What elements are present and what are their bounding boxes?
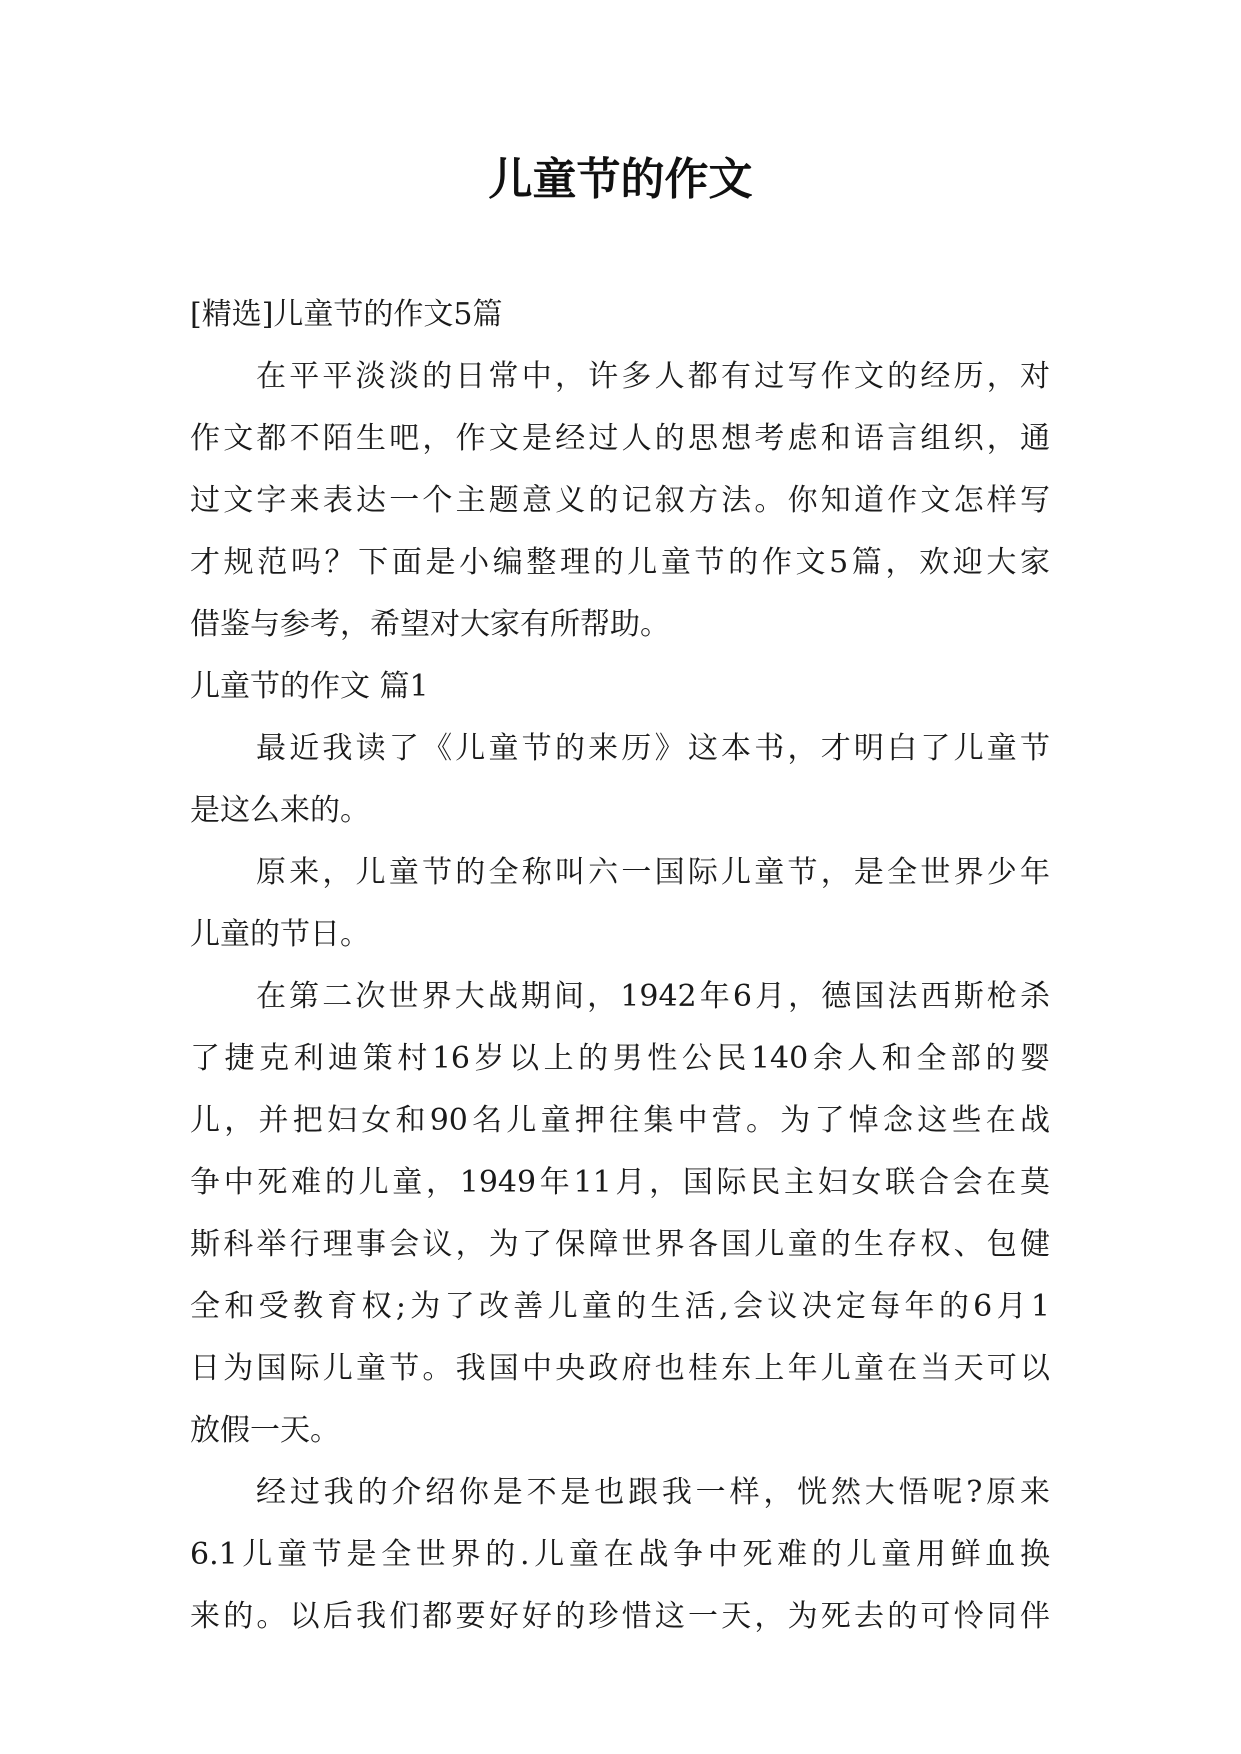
text-line: [精选]儿童节的作文5篇 xyxy=(190,297,503,332)
text-line: 儿，并把妇女和90名儿童押往集中营。为了悼念这些在战 xyxy=(190,1103,1050,1138)
text-line: 儿童的节日。 xyxy=(190,917,370,952)
text-line: 作文都不陌生吧，作文是经过人的思想考虑和语言组织，通 xyxy=(190,421,1050,456)
text-line: 是这么来的。 xyxy=(190,793,370,828)
text-line: 了捷克利迪策村16岁以上的男性公民140余人和全部的婴 xyxy=(190,1041,1050,1076)
text-line: 最近我读了《儿童节的来历》这本书，才明白了儿童节 xyxy=(256,731,1050,766)
text-line: 原来，儿童节的全称叫六一国际儿童节，是全世界少年 xyxy=(256,855,1050,890)
text-line: 过文字来表达一个主题意义的记叙方法。你知道作文怎样写 xyxy=(190,483,1050,518)
text-line: 经过我的介绍你是不是也跟我一样，恍然大悟呢?原来 xyxy=(256,1475,1050,1510)
text-line: 在平平淡淡的日常中，许多人都有过写作文的经历，对 xyxy=(256,359,1050,394)
document-body xyxy=(190,284,1050,1648)
text-line: 借鉴与参考，希望对大家有所帮助。 xyxy=(190,607,670,642)
text-line: 来的。以后我们都要好好的珍惜这一天，为死去的可怜同伴 xyxy=(190,1599,1050,1634)
text-line: 日为国际儿童节。我国中央政府也桂东上年儿童在当天可以 xyxy=(190,1351,1050,1386)
text-line: 斯科举行理事会议，为了保障世界各国儿童的生存权、包健 xyxy=(190,1227,1050,1262)
text-line: 儿童节的作文 篇1 xyxy=(190,669,429,704)
text-line: 全和受教育权;为了改善儿童的生活,会议决定每年的6月1 xyxy=(190,1289,1050,1324)
text-line: 才规范吗？下面是小编整理的儿童节的作文5篇，欢迎大家 xyxy=(190,545,1050,580)
text-line: 在第二次世界大战期间，1942年6月，德国法西斯枪杀 xyxy=(256,979,1050,1014)
text-line: 6.1儿童节是全世界的.儿童在战争中死难的儿童用鲜血换 xyxy=(190,1537,1050,1572)
text-line: 放假一天。 xyxy=(190,1413,340,1448)
text-line: 争中死难的儿童，1949年11月，国际民主妇女联合会在莫 xyxy=(190,1165,1050,1200)
document-title: 儿童节的作文 xyxy=(488,154,753,205)
